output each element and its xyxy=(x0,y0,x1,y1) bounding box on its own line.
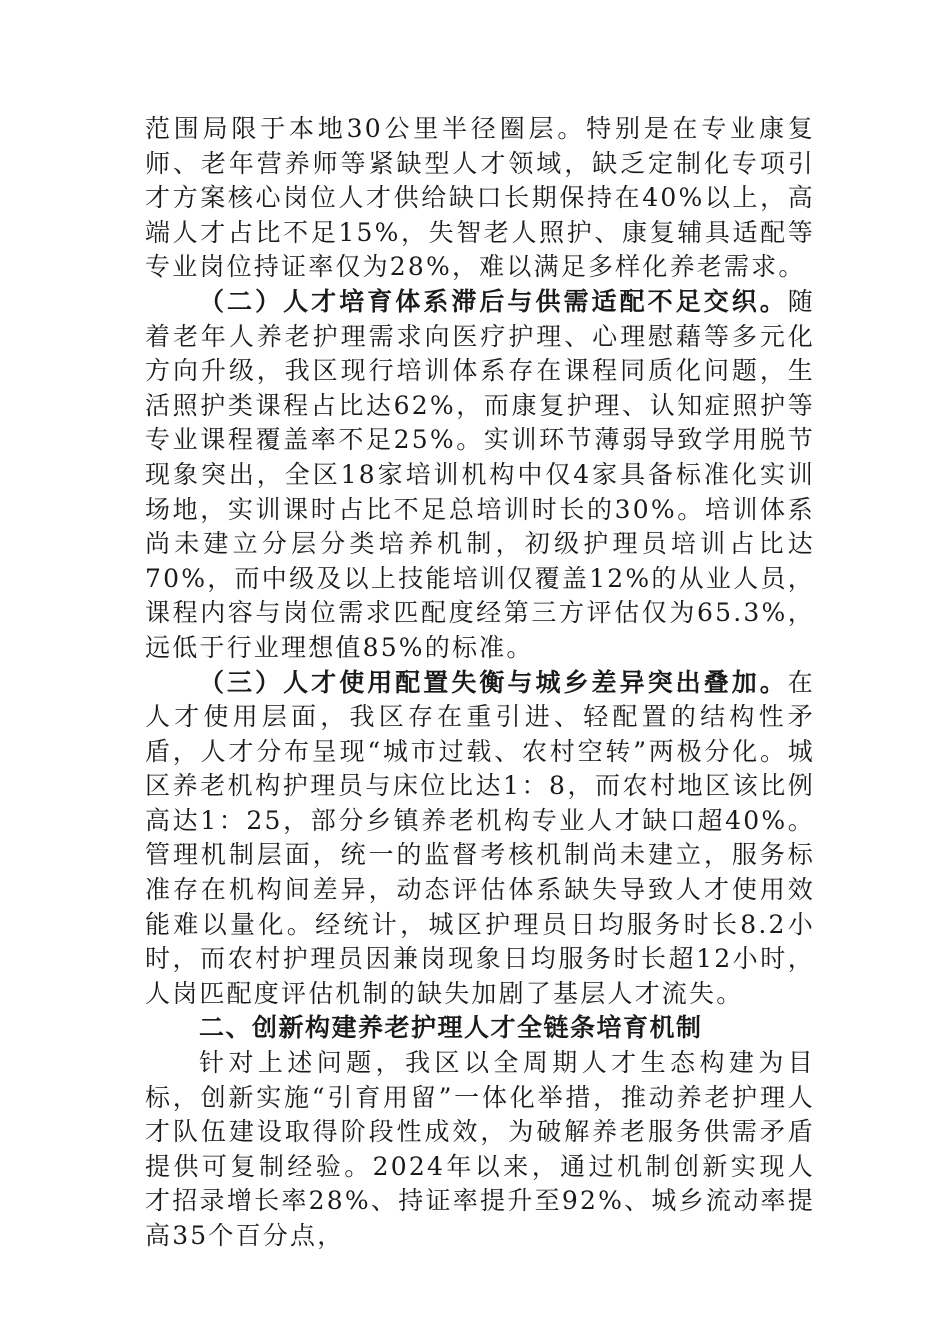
paragraph-talent-allocation xyxy=(145,666,815,1012)
paragraph-measures: 针对上述问题，我区以全周期人才生态构建为目标，创新实施“引育用留”一体化举措，推动养老护理人才队伍建设取得阶段性成效，为破解养老服务供需矛盾提供可复制经验。2024年以来，通过机制创新实现人才招录增长率28%、持证率提升至92%、城乡流动率提高35个百分点， xyxy=(145,1048,815,1250)
paragraph-continuation: 范围局限于本地30公里半径圈层。特别是在专业康复师、老年营养师等紧缺型人才领域，缺乏定制化专项引才方案核心岗位人才供给缺口长期保持在40%以上，高端人才占比不足15%，失智老人照护、康复辅具适配等专业岗位持证率仅为28%，难以满足多样化养老需求。 xyxy=(145,114,815,282)
paragraph-lead-heading: （二）人才培育体系滞后与供需适配不足交织。 xyxy=(199,286,788,316)
paragraph-lead-heading: （三）人才使用配置失衡与城乡差异突出叠加。 xyxy=(199,667,788,697)
paragraph-body-text: 随着老年人养老护理需求向医疗护理、心理慰藉等多元化方向升级，我区现行培训体系存在课程同质化问题，生活照护类课程占比达62%，而康复护理、认知症照护等专业课程覆盖率不足25%。实训环节薄弱导致学用脱节现象突出，全区18家培训机构中仅4家具备标准化实训场地，实训课时占比不足总培训时长的30%。培训体系尚未建立分层分类培养机制，初级护理员培训占比达70%，而中级及以上技能培训仅覆盖12%的从业人员，课程内容与岗位需求匹配度经第三方评估仅为65.3%，远低于行业理想值85%的标准。 xyxy=(145,286,815,662)
section-heading: 二、创新构建养老护理人才全链条培育机制 xyxy=(199,1013,703,1043)
paragraph-talent-training xyxy=(145,285,815,666)
document-body xyxy=(145,112,815,1254)
paragraph-body-text: 在人才使用层面，我区存在重引进、轻配置的结构性矛盾，人才分布呈现“城市过载、农村空转”两极分化。城区养老机构护理员与床位比达1：8，而农村地区该比例高达1：25，部分乡镇养老机构专业人才缺口超40%。管理机制层面，统一的监督考核机制尚未建立，服务标准存在机构间差异，动态评估体系缺失导致人才使用效能难以量化。经统计，城区护理员日均服务时长8.2小时，而农村护理员因兼岗现象日均服务时长超12小时，人岗匹配度评估机制的缺失加剧了基层人才流失。 xyxy=(145,667,815,1008)
